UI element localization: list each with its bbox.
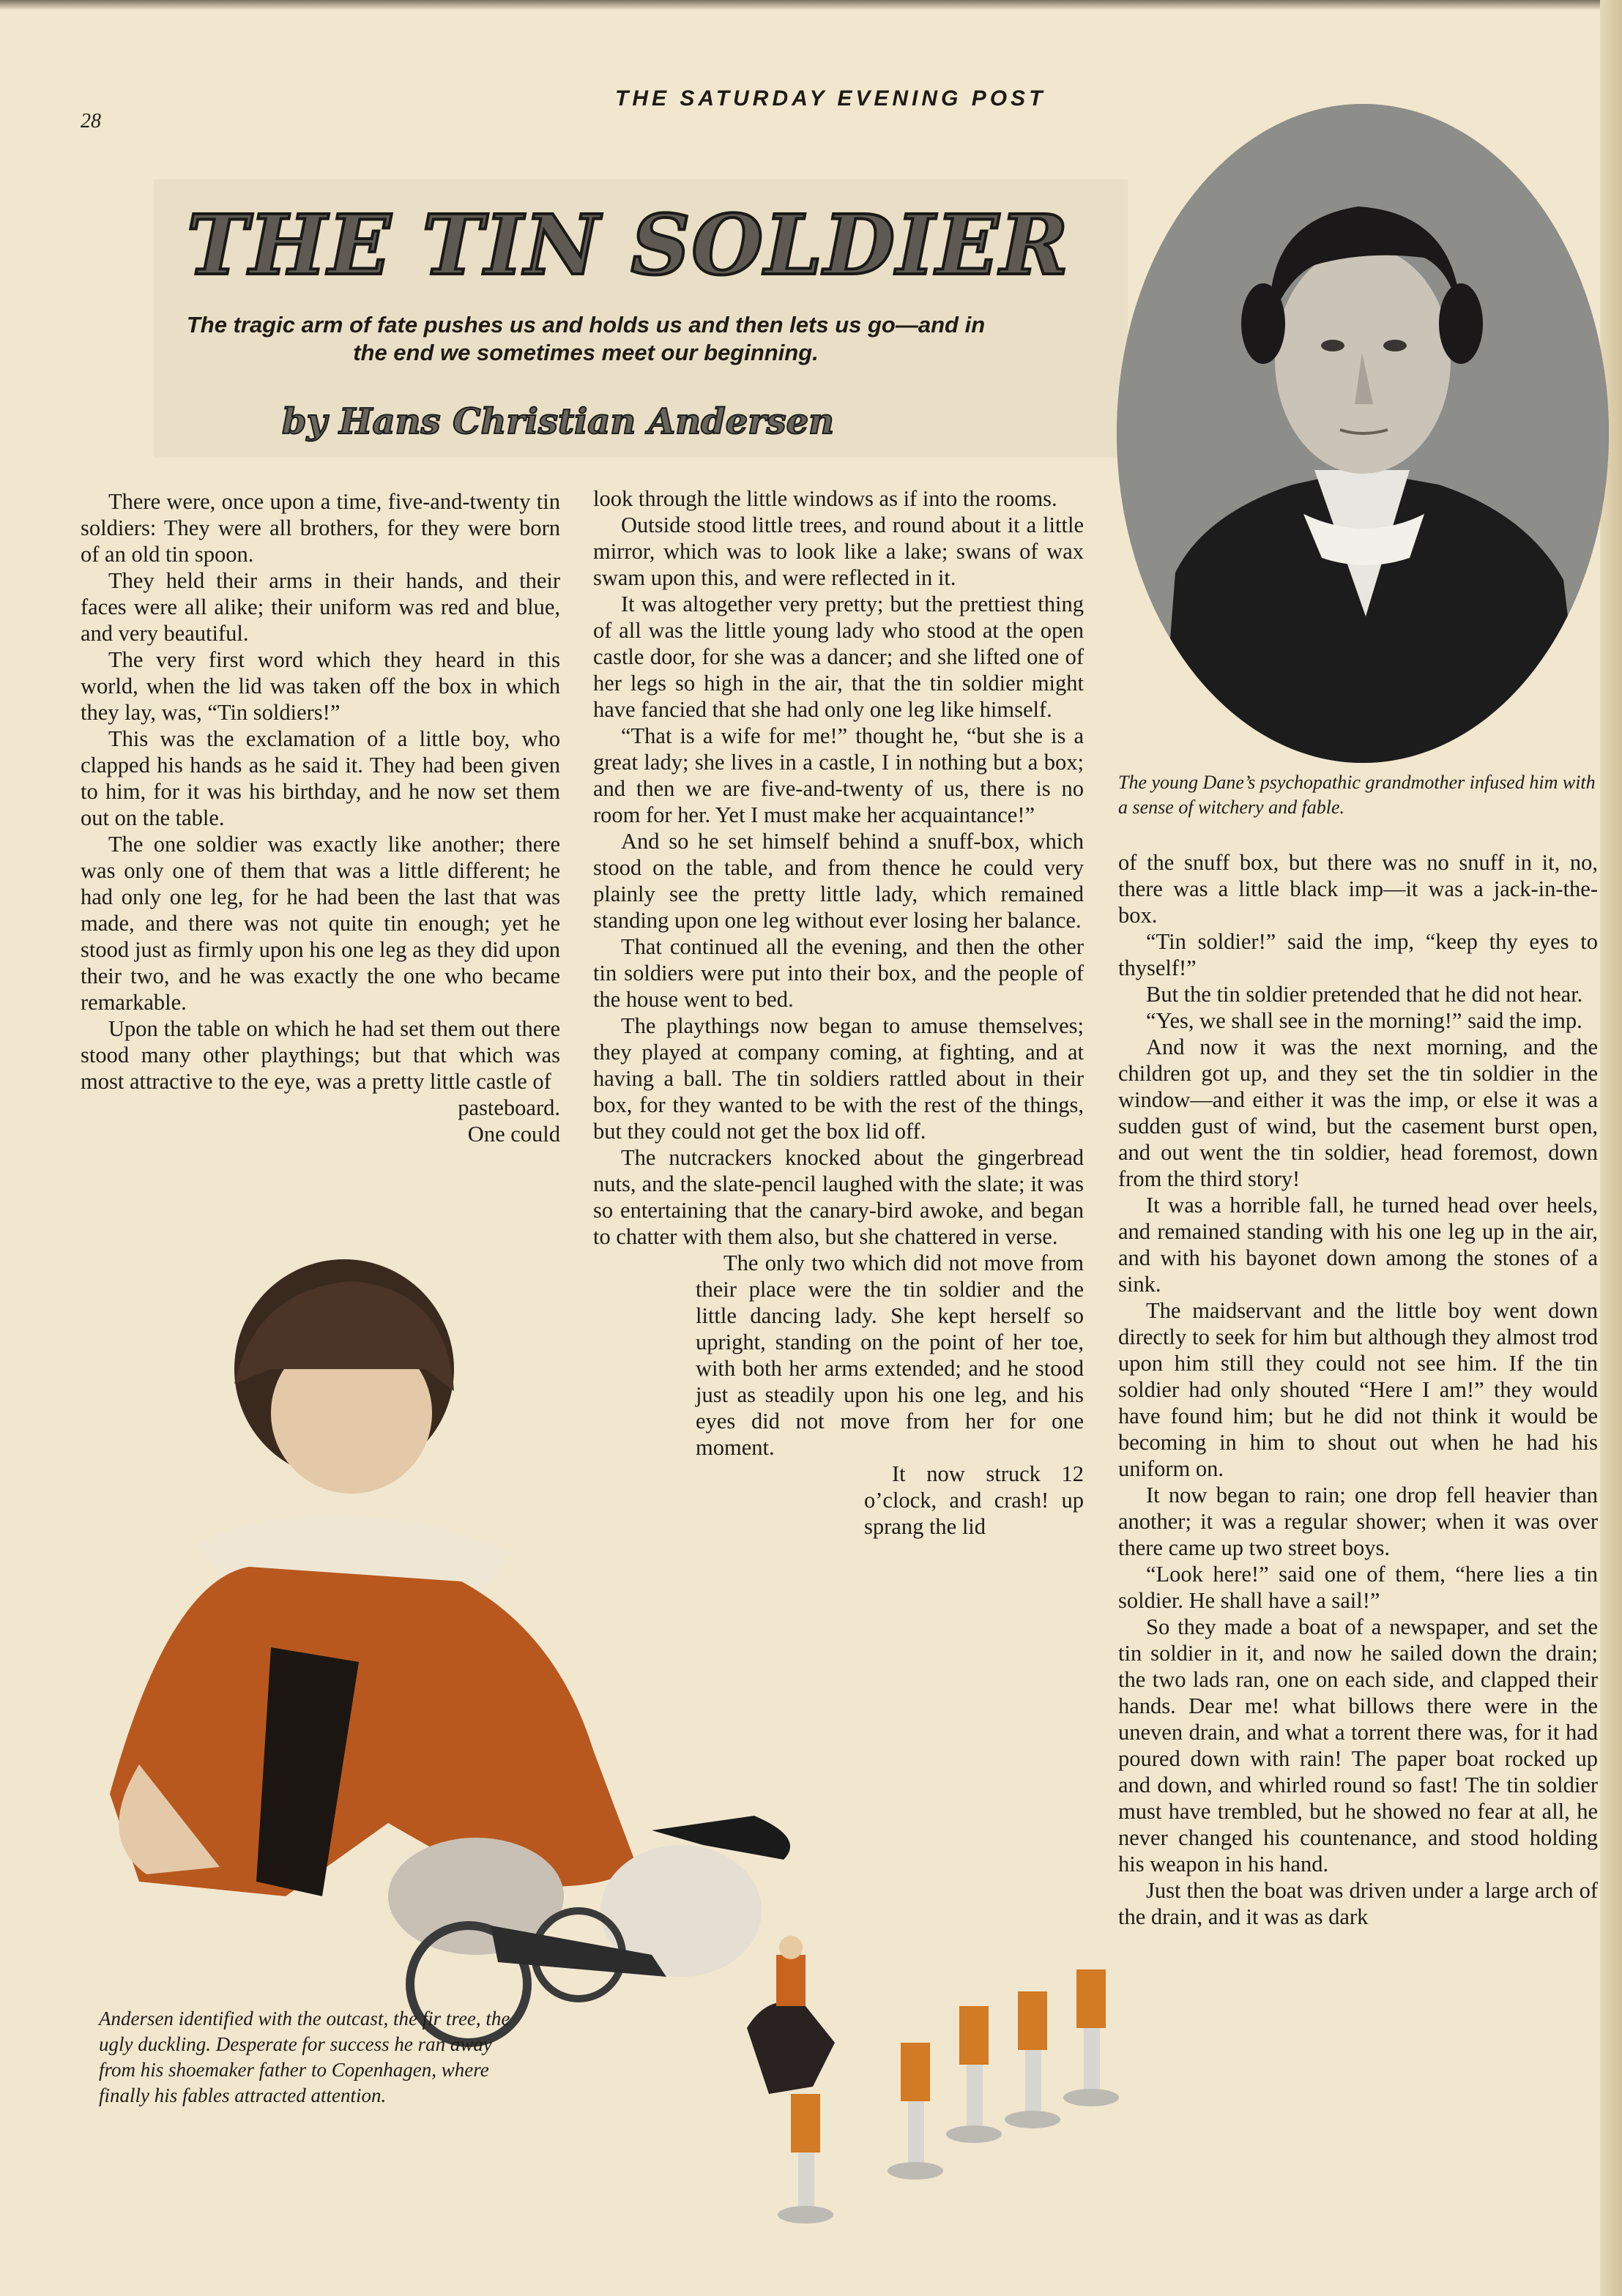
article-subtitle: The tragic arm of fate pushes us and holds us and then lets us go—and in the end we sometimes meet our beginning. (186, 312, 986, 365)
paragraph: And now it was the next morning, and the children got up, and they set the tin soldier in the window—and either it was the imp, or else it was a sudden gust of wind, but the casement burst open, and out went the tin soldier, head foremost, down from the third story! (1118, 1035, 1598, 1191)
paragraph: It was altogether very pretty; but the prettiest thing of all was the little young lady who stood at the open castle door, for she was a dancer; and she lifted one of her legs so high in the air, that the tin soldier might have fancied that she had only one leg like himself. (593, 592, 1084, 722)
portrait-illustration (1117, 104, 1609, 763)
boy-illustration (81, 1237, 813, 2079)
illustration-caption: Andersen identified with the outcast, the fir tree, the ugly duckling. Desperate for success he ran away from his shoemaker father to Copenhagen, where finally his fables attracted attention. (99, 2008, 510, 2106)
paragraph: The playthings now began to amuse themselves; they played at company coming, at fighting, and at having a ball. The tin soldiers rattled about in their box, for they wanted to be with the rest of the things, but they could not get the box lid off. (593, 1013, 1084, 1144)
paragraph: They held their arms in their hands, and their faces were all alike; their uniform was red and blue, and very beautiful. (81, 568, 560, 646)
author-portrait (1117, 104, 1609, 763)
paragraph: The maidservant and the little boy went down directly to seek for him but although they almost trod upon him still they could not see him. If the tin soldier had only shouted “Here I am!” they would have found him; but he did not think it would be becoming in him to shout out when he had his uniform on. (1118, 1298, 1598, 1481)
article-byline: by Hans Christian Andersen (282, 401, 835, 442)
paragraph: The very first word which they heard in this world, when the lid was taken off the box in which they lay, was, “Tin soldiers!” (81, 647, 560, 725)
paragraph: “Look here!” said one of them, “here lies a tin soldier. He shall have a sail!” (1118, 1562, 1598, 1613)
portrait-caption: The young Dane’s psychopathic grandmother infused him with a sense of witchery and fable. (1118, 772, 1596, 818)
text-column-1 (81, 488, 560, 1147)
paragraph: The only two which did not move from their place were the tin soldier and the little dancing lady. She kept herself so upright, standing on the point of her toe, with both her arms extended; and he stood just as steadily upon his one leg, and his eyes did not move from her for one moment. (696, 1250, 1084, 1460)
tin-soldiers-illustration (725, 1926, 1142, 2233)
text-column-3 (1118, 849, 1598, 1930)
article-title: THE TIN SOLDIER (187, 198, 1070, 294)
paragraph: of the snuff box, but there was no snuff in it, no, there was a little black imp—it was a jack-in-the-box. (1118, 850, 1598, 928)
paragraph: The nutcrackers knocked about the gingerbread nuts, and the slate-pencil laughed with the slate; it was so entertaining that the canary-bird awoke, and began to chatter with them also, but she chattered in verse. (593, 1145, 1084, 1249)
paragraph: The one soldier was exactly like another; there was only one of them that was a little different; he had only one leg, for he had been the last that was made, and there was not quite tin enough; yet he stood just as firmly upon his one leg as they did upon their two, and he was exactly the one who became remarkable. (81, 832, 560, 1015)
paragraph: Outside stood little trees, and round about it a little mirror, which was to look like a lake; swans of wax swam upon this, and were reflected in it. (593, 512, 1084, 590)
paragraph: “Yes, we shall see in the morning!” said the imp. (1146, 1008, 1582, 1033)
paragraph-line: pasteboard. (458, 1095, 560, 1120)
paragraph: And so he set himself behind a snuff-box, which stood on the table, and from thence he could very plainly see the pretty little lady, which remained standing upon one leg without ever losing her balance. (593, 829, 1084, 933)
paragraph: It was a horrible fall, he turned head over heels, and remained standing with his one leg up in the air, and with his bayonet down among the stones of a sink. (1118, 1193, 1598, 1297)
paragraph: But the tin soldier pretended that he did not hear. (1146, 982, 1583, 1007)
paragraph: It now began to rain; one drop fell heavier than another; it was a regular shower; when it was over there came up two street boys. (1118, 1483, 1598, 1560)
paragraph: “Tin soldier!” said the imp, “keep thy eyes to thyself!” (1118, 929, 1598, 980)
paragraph: “That is a wife for me!” thought he, “but she is a great lady; she lives in a castle, I in nothing but a box; and then we are five-and-twenty of us, there is no room for her. Yet I must make her acquaintance!” (593, 723, 1084, 827)
paragraph: It now struck 12 o’clock, and crash! up sprang the lid (864, 1461, 1084, 1539)
paragraph: There were, once upon a time, five-and-twenty tin soldiers: They were all brothers, for they were born of an old tin spoon. (81, 489, 560, 567)
paragraph-line: One could (467, 1122, 560, 1147)
page-number: 28 (81, 110, 101, 133)
paragraph: Just then the boat was driven under a large arch of the drain, and it was as dark (1118, 1878, 1598, 1929)
paragraph: This was the exclamation of a little boy, who clapped his hands as he said it. They had been given to him, for it was his birthday, and he now set them out on the table. (81, 726, 560, 830)
running-head: THE SATURDAY EVENING POST (615, 86, 1046, 111)
paragraph: Upon the table on which he had set them out there stood many other playthings; but that which was most attractive to the eye, was a pretty little castle of (81, 1016, 560, 1094)
paragraph: So they made a boat of a newspaper, and set the tin soldier in it, and now he sailed down the drain; the two lads ran, one on each side, and clapped their hands. Dear me! what billows there were in the uneven drain, and what a torrent there was, for it had poured down with rain! The paper boat rocked up and down, and whirled round so fast! The tin soldier must have trembled, but he showed no fear at all, he never changed his countenance, and stood holding his weapon in his hand. (1118, 1614, 1598, 1876)
paragraph: That continued all the evening, and then the other tin soldiers were put into their box, and the people of the house went to bed. (593, 934, 1084, 1012)
page-edge (1600, 0, 1622, 2296)
top-shadow (0, 0, 1622, 10)
paragraph: look through the little windows as if into the rooms. (593, 486, 1057, 511)
